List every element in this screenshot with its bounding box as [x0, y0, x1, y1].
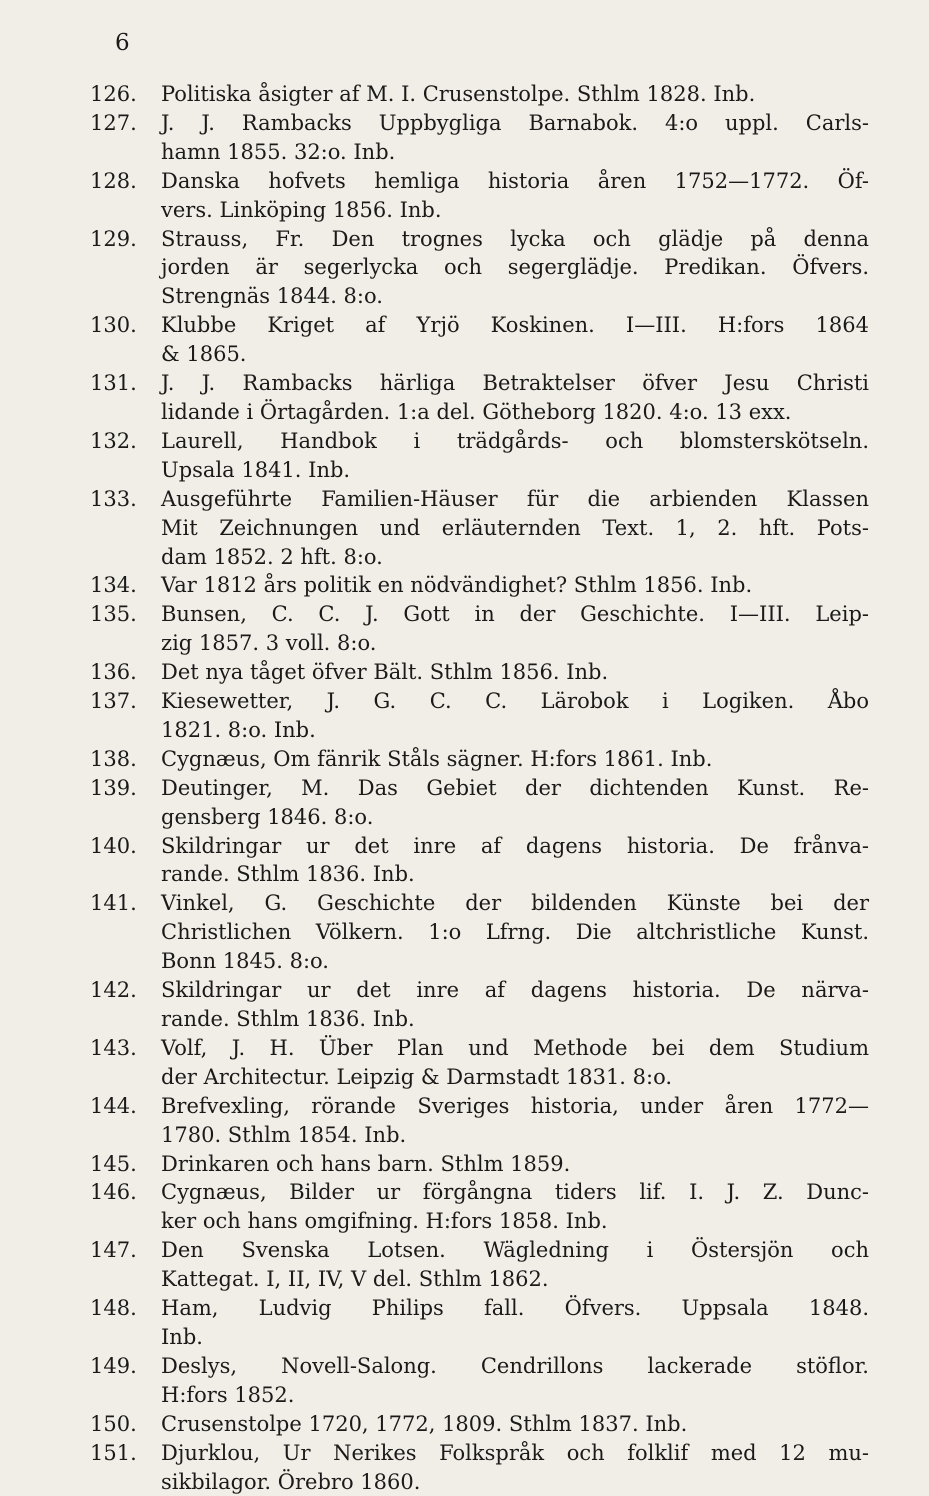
entry-text-line: Ausgeführte Familien-Häuser für die arbienden Klassen — [161, 485, 869, 514]
entry-text-line: Strauss, Fr. Den trognes lycka och glädje på denna — [161, 225, 869, 254]
catalog-entry — [0, 167, 929, 225]
catalog-entry — [0, 1178, 929, 1236]
entry-text-line: J. J. Rambacks Uppbygliga Barnabok. 4:o uppl. Carls- — [161, 109, 869, 138]
entry-number: 146. — [90, 1178, 156, 1207]
entry-text-line: Danska hofvets hemliga historia åren 1752—1772. Öf- — [161, 167, 869, 196]
entry-text-line: Skildringar ur det inre af dagens historia. De frånva- — [161, 832, 869, 861]
entry-text-line: jorden är segerlycka och segerglädje. Predikan. Öfvers. — [161, 253, 869, 282]
entry-text-line: zig 1857. 3 voll. 8:o. — [161, 629, 869, 658]
entry-text-line: Strengnäs 1844. 8:o. — [161, 282, 869, 311]
entry-text-line: Bonn 1845. 8:o. — [161, 947, 869, 976]
catalog-entry — [0, 1150, 929, 1179]
entry-number: 128. — [90, 167, 156, 196]
catalog-entry — [0, 1294, 929, 1352]
page-number: 6 — [115, 26, 130, 60]
entry-number: 134. — [90, 571, 156, 600]
entry-number: 141. — [90, 889, 156, 918]
entry-number: 129. — [90, 225, 156, 254]
catalog-entry — [0, 80, 929, 109]
entry-text-line: Ham, Ludvig Philips fall. Öfvers. Uppsala 1848. — [161, 1294, 869, 1323]
entry-text-line: Drinkaren och hans barn. Sthlm 1859. — [161, 1150, 869, 1179]
catalog-entry — [0, 571, 929, 600]
catalog-entry — [0, 225, 929, 312]
entry-text-line: Bunsen, C. C. J. Gott in der Geschichte. I—III. Leip- — [161, 600, 869, 629]
catalog-entry — [0, 311, 929, 369]
entry-number: 136. — [90, 658, 156, 687]
catalog-entry — [0, 832, 929, 890]
entry-number: 143. — [90, 1034, 156, 1063]
entry-number: 131. — [90, 369, 156, 398]
entry-text-line: Kattegat. I, II, IV, V del. Sthlm 1862. — [161, 1265, 869, 1294]
catalog-entry — [0, 485, 929, 572]
entry-text-line: hamn 1855. 32:o. Inb. — [161, 138, 869, 167]
entry-number: 140. — [90, 832, 156, 861]
catalog-entry — [0, 976, 929, 1034]
catalog-entry — [0, 1410, 929, 1439]
entry-text-line: Crusenstolpe 1720, 1772, 1809. Sthlm 1837. Inb. — [161, 1410, 869, 1439]
entry-text-line: Klubbe Kriget af Yrjö Koskinen. I—III. H:fors 1864 — [161, 311, 869, 340]
catalog-entry — [0, 1092, 929, 1150]
entry-number: 144. — [90, 1092, 156, 1121]
entry-number: 135. — [90, 600, 156, 629]
entry-text-line: Christlichen Völkern. 1:o Lfrng. Die altchristliche Kunst. — [161, 918, 869, 947]
entry-number: 138. — [90, 745, 156, 774]
catalog-entry — [0, 427, 929, 485]
entry-text-line: Djurklou, Ur Nerikes Folkspråk och folklif med 12 mu- — [161, 1439, 869, 1468]
catalog-entry — [0, 369, 929, 427]
entry-number: 149. — [90, 1352, 156, 1381]
entry-text-line: 1821. 8:o. Inb. — [161, 716, 869, 745]
entry-text-line: vers. Linköping 1856. Inb. — [161, 196, 869, 225]
catalog-entry — [0, 1236, 929, 1294]
entry-text-line: rande. Sthlm 1836. Inb. — [161, 860, 869, 889]
entry-text-line: 1780. Sthlm 1854. Inb. — [161, 1121, 869, 1150]
entry-text-line: rande. Sthlm 1836. Inb. — [161, 1005, 869, 1034]
entry-text-line: H:fors 1852. — [161, 1381, 869, 1410]
entry-text-line: Upsala 1841. Inb. — [161, 456, 869, 485]
entry-text-line: Skildringar ur det inre af dagens historia. De närva- — [161, 976, 869, 1005]
entry-number: 139. — [90, 774, 156, 803]
entry-number: 126. — [90, 80, 156, 109]
entry-number: 150. — [90, 1410, 156, 1439]
entry-number: 130. — [90, 311, 156, 340]
entry-text-line: Det nya tåget öfver Bält. Sthlm 1856. Inb. — [161, 658, 869, 687]
entry-number: 132. — [90, 427, 156, 456]
catalog-entry — [0, 745, 929, 774]
entry-number: 147. — [90, 1236, 156, 1265]
entry-text-line: Var 1812 års politik en nödvändighet? Sthlm 1856. Inb. — [161, 571, 869, 600]
entry-number: 148. — [90, 1294, 156, 1323]
entry-text-line: gensberg 1846. 8:o. — [161, 803, 869, 832]
entry-text-line: lidande i Örtagården. 1:a del. Götheborg 1820. 4:o. 13 exx. — [161, 398, 869, 427]
catalog-entry — [0, 687, 929, 745]
entry-text-line: Volf, J. H. Über Plan und Methode bei dem Studium — [161, 1034, 869, 1063]
catalog-entry — [0, 600, 929, 658]
entry-text-line: Vinkel, G. Geschichte der bildenden Künste bei der — [161, 889, 869, 918]
entry-text-line: Mit Zeichnungen und erläuternden Text. 1, 2. hft. Pots- — [161, 514, 869, 543]
entry-text-line: ker och hans omgifning. H:fors 1858. Inb. — [161, 1207, 869, 1236]
entry-text-line: Deutinger, M. Das Gebiet der dichtenden Kunst. Re- — [161, 774, 869, 803]
entry-text-line: dam 1852. 2 hft. 8:o. — [161, 543, 869, 572]
catalog-entry — [0, 1034, 929, 1092]
entry-number: 145. — [90, 1150, 156, 1179]
entry-text-line: sikbilagor. Örebro 1860. — [161, 1468, 869, 1496]
catalog-entry — [0, 658, 929, 687]
entry-text-line: Kiesewetter, J. G. C. C. Lärobok i Logiken. Åbo — [161, 687, 869, 716]
catalog-entry — [0, 1439, 929, 1496]
entry-text-line: Cygnæus, Bilder ur förgångna tiders lif. I. J. Z. Dunc- — [161, 1178, 869, 1207]
entry-number: 127. — [90, 109, 156, 138]
entry-number: 133. — [90, 485, 156, 514]
entry-number: 151. — [90, 1439, 156, 1468]
entry-text-line: der Architectur. Leipzig & Darmstadt 1831. 8:o. — [161, 1063, 869, 1092]
catalog-entry — [0, 889, 929, 976]
entry-text-line: Politiska åsigter af M. I. Crusenstolpe. Sthlm 1828. Inb. — [161, 80, 869, 109]
entry-text-line: Cygnæus, Om fänrik Ståls sägner. H:fors 1861. Inb. — [161, 745, 869, 774]
entry-text-line: & 1865. — [161, 340, 869, 369]
entry-text-line: Brefvexling, rörande Sveriges historia, under åren 1772— — [161, 1092, 869, 1121]
entry-number: 137. — [90, 687, 156, 716]
catalog-entry — [0, 774, 929, 832]
entry-text-line: J. J. Rambacks härliga Betraktelser öfver Jesu Christi — [161, 369, 869, 398]
catalog-entry — [0, 1352, 929, 1410]
entry-text-line: Den Svenska Lotsen. Wägledning i Östersjön och — [161, 1236, 869, 1265]
entry-number: 142. — [90, 976, 156, 1005]
catalog-entry — [0, 109, 929, 167]
entry-text-line: Laurell, Handbok i trädgårds- och blomsterskötseln. — [161, 427, 869, 456]
entry-text-line: Deslys, Novell-Salong. Cendrillons lackerade stöflor. — [161, 1352, 869, 1381]
entry-text-line: Inb. — [161, 1323, 869, 1352]
catalog-list — [0, 80, 929, 1496]
